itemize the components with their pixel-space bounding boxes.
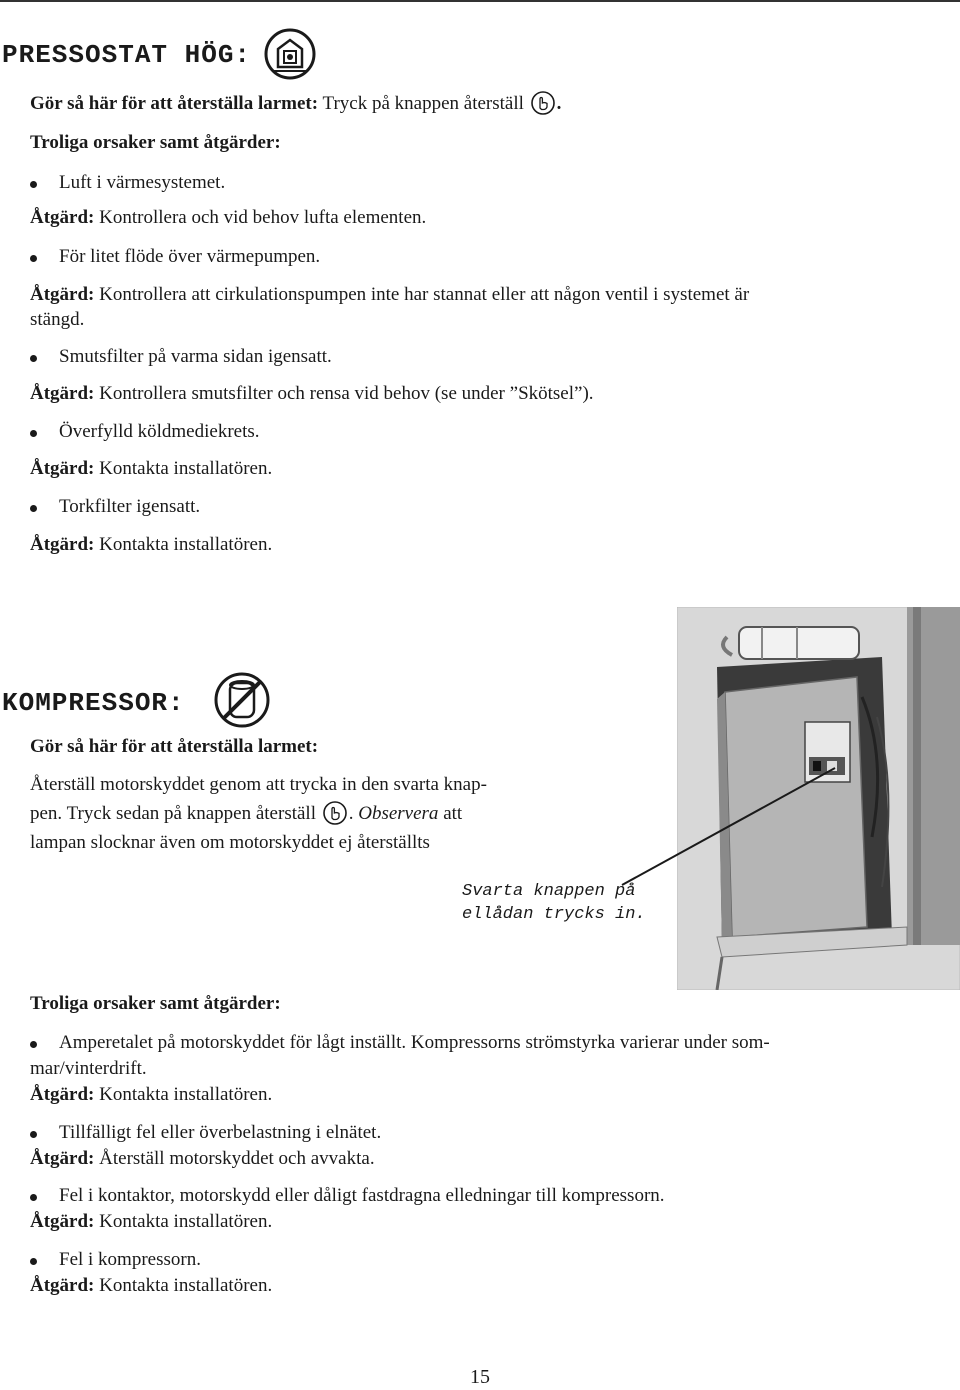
kompressor-cause-1-cont: mar/vinterdrift. — [30, 1058, 147, 1079]
pressure-gauge-icon — [264, 27, 316, 81]
action-text: Kontakta installatören. — [99, 1084, 273, 1105]
action-label: Åtgärd: — [30, 383, 95, 404]
action-text: Kontrollera och vid behov lufta elementen. — [99, 207, 427, 228]
kompressor-cause-1 — [30, 1031, 770, 1055]
action-label: Åtgärd: — [30, 1211, 95, 1232]
pressostat-causes-label: Troliga orsaker samt åtgärder: — [30, 132, 281, 153]
pressostat-cause-3 — [30, 345, 332, 369]
action-label: Åtgärd: — [30, 1275, 95, 1296]
action-label: Åtgärd: — [30, 458, 95, 479]
action-label: Åtgärd: — [30, 1148, 95, 1169]
action-label: Åtgärd: — [30, 534, 95, 555]
page-number: 15 — [470, 1366, 490, 1388]
pressostat-reset-text: Tryck på knappen återställ — [322, 93, 524, 114]
hand-press-icon — [323, 801, 347, 825]
kompressor-causes-label: Troliga orsaker samt åtgärder: — [30, 993, 281, 1014]
action-text: Kontrollera att cirkulationspumpen inte har stannat eller att någon ventil i systemet är — [99, 284, 750, 305]
cause-text: Fel i kompressorn. — [59, 1249, 201, 1270]
pressostat-cause-1 — [30, 171, 226, 195]
action-text: Kontakta installatören. — [99, 1211, 273, 1232]
reset-line-2 — [30, 799, 600, 828]
pressostat-action-3 — [30, 382, 594, 406]
kompressor-title: KOMPRESSOR: — [2, 688, 185, 718]
cause-text: Smutsfilter på varma sidan igensatt. — [59, 346, 332, 367]
kompressor-cause-3 — [30, 1184, 665, 1208]
action-label: Åtgärd: — [30, 1084, 95, 1105]
action-label: Åtgärd: — [30, 207, 95, 228]
pressostat-action-4 — [30, 457, 272, 481]
action-text: Kontakta installatören. — [99, 534, 273, 555]
pressostat-cause-5 — [30, 495, 201, 519]
cause-text: Tillfälligt fel eller överbelastning i elnätet. — [59, 1122, 382, 1143]
cause-text: Fel i kontaktor, motorskydd eller dåligt fastdragna elledningar till kompressorn. — [59, 1185, 665, 1206]
pressostat-action-1 — [30, 206, 426, 230]
action-text: Återställ motorskyddet och avvakta. — [99, 1148, 375, 1169]
cause-text: Amperetalet på motorskyddet för lågt inställt. Kompressorns strömstyrka varierar under som- — [59, 1032, 770, 1053]
kompressor-reset-paragraph — [30, 770, 600, 857]
top-rule — [0, 0, 960, 2]
reset-line-1: Återställ motorskyddet genom att trycka in den svarta knap- — [30, 774, 487, 795]
action-text: Kontakta installatören. — [99, 458, 273, 479]
pressostat-title: PRESSOSTAT HÖG: — [2, 40, 252, 70]
reset-line-3: lampan slocknar även om motorskyddet ej återställts — [30, 832, 430, 853]
pressostat-reset-end: . — [556, 93, 562, 114]
pressostat-action-5 — [30, 533, 272, 557]
kompressor-reset-label: Gör så här för att återställa larmet: — [30, 736, 319, 757]
pressostat-reset-line — [30, 91, 561, 116]
kompressor-action-2 — [30, 1147, 375, 1171]
caption-line-2: ellådan trycks in. — [462, 905, 646, 924]
pressostat-reset-label: Gör så här för att återställa larmet: — [30, 93, 319, 114]
pressostat-action-2 — [30, 283, 749, 307]
cause-text: Luft i värmesystemet. — [59, 172, 226, 193]
pressostat-cause-4 — [30, 420, 260, 444]
reset-line-2b: . — [348, 803, 359, 824]
cause-text: För litet flöde över värmepumpen. — [59, 246, 321, 267]
pressostat-heading — [2, 40, 251, 70]
photo-caption — [462, 880, 646, 926]
action-label: Åtgärd: — [30, 284, 95, 305]
pressostat-action-2-cont: stängd. — [30, 309, 85, 330]
caption-line-1: Svarta knappen på — [462, 882, 636, 901]
pressostat-cause-2 — [30, 245, 321, 269]
compressor-icon — [212, 671, 272, 729]
kompressor-heading — [2, 688, 185, 718]
action-text: Kontakta installatören. — [99, 1275, 273, 1296]
reset-observera: Observera — [358, 803, 439, 824]
caption-pointer-line — [620, 760, 840, 890]
cause-text: Torkfilter igensatt. — [59, 496, 201, 517]
kompressor-action-4 — [30, 1274, 272, 1298]
kompressor-action-3 — [30, 1210, 272, 1234]
kompressor-cause-4 — [30, 1248, 201, 1272]
reset-line-2a: pen. Tryck sedan på knappen återställ — [30, 803, 316, 824]
cause-text: Överfylld köldmediekrets. — [59, 421, 260, 442]
kompressor-cause-2 — [30, 1121, 382, 1145]
hand-press-icon — [531, 91, 555, 115]
action-text: Kontrollera smutsfilter och rensa vid behov (se under ”Skötsel”). — [99, 383, 594, 404]
reset-line-2c: att — [438, 803, 463, 824]
kompressor-action-1 — [30, 1083, 272, 1107]
